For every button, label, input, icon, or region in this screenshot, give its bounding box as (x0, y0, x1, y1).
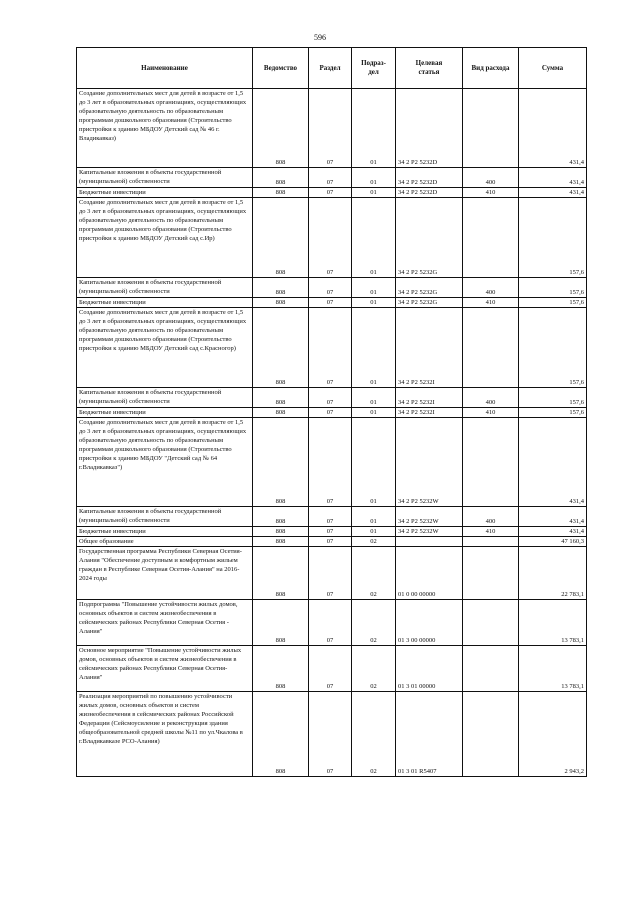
cell-section: 07 (309, 527, 352, 537)
cell-dept: 808 (253, 418, 309, 507)
cell-section: 07 (309, 537, 352, 547)
cell-sum: 157,6 (519, 308, 587, 388)
cell-expense: 410 (463, 188, 519, 198)
cell-expense (463, 308, 519, 388)
cell-target: 34 2 Р2 5232I (396, 408, 463, 418)
cell-target: 34 2 Р2 5232W (396, 507, 463, 527)
cell-subsection: 02 (352, 600, 396, 646)
header-row (77, 48, 587, 89)
table-row (77, 408, 587, 418)
cell-sum: 157,6 (519, 388, 587, 408)
cell-section: 07 (309, 308, 352, 388)
cell-dept: 808 (253, 600, 309, 646)
cell-target: 34 2 Р2 5232G (396, 278, 463, 298)
cell-dept: 808 (253, 89, 309, 168)
cell-target: 01 3 01 R5407 (396, 692, 463, 777)
cell-dept: 808 (253, 198, 309, 278)
cell-name: Создание дополнительных мест для детей в возрасте от 1,5 до 3 лет в образовательных организациях, осуществляющих образовательную деятельность по образовательным программам дошкольного образования (Строительство пристройки к зданию МБДОУ Детский сад с.Красногор) (77, 308, 253, 388)
cell-section: 07 (309, 418, 352, 507)
cell-target: 01 3 01 00000 (396, 646, 463, 692)
header-section: Раздел (309, 48, 352, 89)
cell-section: 07 (309, 278, 352, 298)
header-name: Наименование (77, 48, 253, 89)
cell-section: 07 (309, 692, 352, 777)
cell-target: 01 0 00 00000 (396, 547, 463, 600)
cell-subsection: 02 (352, 537, 396, 547)
cell-target: 34 2 Р2 5232W (396, 527, 463, 537)
cell-expense (463, 198, 519, 278)
cell-target: 34 2 Р2 5232I (396, 388, 463, 408)
cell-section: 07 (309, 388, 352, 408)
cell-section: 07 (309, 198, 352, 278)
cell-name: Реализация мероприятий по повышению устойчивости жилых домов, основных объектов и систем жизнеобеспечения в сейсмических районах Российской Федерации (Сейсмоусиление и реконструкция здания общеобразовательной средней школы №11 по ул.Чкалова в г.Владикавказе РСО-Алания) (77, 692, 253, 777)
cell-subsection: 01 (352, 507, 396, 527)
header-subsection: Подраз- дел (352, 48, 396, 89)
cell-sum: 157,6 (519, 198, 587, 278)
cell-name: Создание дополнительных мест для детей в возрасте от 1,5 до 3 лет в образовательных организациях, осуществляющих образовательную деятельность по образовательным программам дошкольного образования (Строительство пристройки к зданию МБДОУ Детский сад с.Ир) (77, 198, 253, 278)
cell-sum: 22 783,1 (519, 547, 587, 600)
cell-name: Бюджетные инвестиции (77, 527, 253, 537)
cell-name: Создание дополнительных мест для детей в возрасте от 1,5 до 3 лет в образовательных организациях, осуществляющих образовательную деятельность по образовательным программам дошкольного образования (Строительство пристройки к зданию МБДОУ Детский сад № 46 г. Владикавказ) (77, 89, 253, 168)
header-target: Целевая статья (396, 48, 463, 89)
cell-dept: 808 (253, 692, 309, 777)
cell-target: 34 2 Р2 5232I (396, 308, 463, 388)
cell-expense (463, 646, 519, 692)
cell-section: 07 (309, 646, 352, 692)
cell-dept: 808 (253, 537, 309, 547)
cell-section: 07 (309, 89, 352, 168)
cell-section: 07 (309, 408, 352, 418)
cell-section: 07 (309, 298, 352, 308)
cell-target: 34 2 Р2 5232D (396, 168, 463, 188)
cell-target (396, 537, 463, 547)
table-row (77, 418, 587, 507)
table-row (77, 308, 587, 388)
cell-dept: 808 (253, 527, 309, 537)
cell-expense (463, 547, 519, 600)
cell-dept: 808 (253, 298, 309, 308)
cell-subsection: 02 (352, 547, 396, 600)
cell-name: Капитальные вложения в объекты государственной (муниципальной) собственности (77, 388, 253, 408)
table-row (77, 278, 587, 298)
cell-subsection: 02 (352, 692, 396, 777)
cell-expense: 410 (463, 298, 519, 308)
budget-table (76, 47, 587, 777)
cell-subsection: 01 (352, 188, 396, 198)
cell-expense: 410 (463, 408, 519, 418)
cell-dept: 808 (253, 507, 309, 527)
cell-dept: 808 (253, 547, 309, 600)
table-row (77, 168, 587, 188)
cell-target: 34 2 Р2 5232W (396, 418, 463, 507)
table-row (77, 527, 587, 537)
cell-sum: 13 783,1 (519, 600, 587, 646)
cell-name: Подпрограмма "Повышение устойчивости жилых домов, основных объектов и систем жизнеобеспечения в сейсмических районах Республики Северная Осетия - Алания" (77, 600, 253, 646)
table-row (77, 646, 587, 692)
cell-section: 07 (309, 547, 352, 600)
cell-sum: 431,4 (519, 188, 587, 198)
table-row (77, 188, 587, 198)
cell-target: 34 2 Р2 5232D (396, 188, 463, 198)
cell-subsection: 02 (352, 646, 396, 692)
cell-sum: 431,4 (519, 507, 587, 527)
cell-dept: 808 (253, 308, 309, 388)
cell-target: 01 3 00 00000 (396, 600, 463, 646)
table-body (77, 89, 587, 777)
cell-target: 34 2 Р2 5232G (396, 198, 463, 278)
cell-section: 07 (309, 168, 352, 188)
cell-subsection: 01 (352, 418, 396, 507)
cell-section: 07 (309, 600, 352, 646)
cell-name: Капитальные вложения в объекты государственной (муниципальной) собственности (77, 507, 253, 527)
cell-expense (463, 600, 519, 646)
cell-sum: 47 160,3 (519, 537, 587, 547)
cell-expense: 400 (463, 168, 519, 188)
cell-subsection: 01 (352, 278, 396, 298)
cell-sum: 157,6 (519, 278, 587, 298)
header-dept: Ведомство (253, 48, 309, 89)
header-sum: Сумма (519, 48, 587, 89)
header-expense: Вид расхода (463, 48, 519, 89)
table-row (77, 537, 587, 547)
cell-sum: 157,6 (519, 408, 587, 418)
cell-expense (463, 692, 519, 777)
cell-name: Создание дополнительных мест для детей в возрасте от 1,5 до 3 лет в образовательных организациях, осуществляющих образовательную деятельность по образовательным программам дошкольного образования (Строительство пристройки к зданию МБДОУ "Детский сад № 64 г.Владикавказ") (77, 418, 253, 507)
cell-name: Бюджетные инвестиции (77, 408, 253, 418)
cell-expense: 400 (463, 507, 519, 527)
cell-sum: 13 783,1 (519, 646, 587, 692)
table-row (77, 547, 587, 600)
cell-dept: 808 (253, 408, 309, 418)
cell-sum: 431,4 (519, 168, 587, 188)
cell-expense: 400 (463, 278, 519, 298)
cell-dept: 808 (253, 278, 309, 298)
cell-sum: 2 943,2 (519, 692, 587, 777)
table-row (77, 692, 587, 777)
page-number: 596 (314, 33, 326, 42)
cell-subsection: 01 (352, 198, 396, 278)
cell-target: 34 2 Р2 5232G (396, 298, 463, 308)
cell-subsection: 01 (352, 527, 396, 537)
cell-expense: 410 (463, 527, 519, 537)
cell-sum: 431,4 (519, 418, 587, 507)
cell-subsection: 01 (352, 298, 396, 308)
cell-name: Бюджетные инвестиции (77, 188, 253, 198)
cell-sum: 431,4 (519, 89, 587, 168)
cell-dept: 808 (253, 646, 309, 692)
cell-sum: 157,6 (519, 298, 587, 308)
cell-dept: 808 (253, 388, 309, 408)
table-row (77, 89, 587, 168)
cell-sum: 431,4 (519, 527, 587, 537)
table-row (77, 507, 587, 527)
cell-name: Основное мероприятие "Повышение устойчивости жилых домов, основных объектов и систем жизнеобеспечения в сейсмических районах Республики Северная Осетия-Алания" (77, 646, 253, 692)
cell-section: 07 (309, 507, 352, 527)
table-row (77, 600, 587, 646)
cell-subsection: 01 (352, 168, 396, 188)
cell-expense: 400 (463, 388, 519, 408)
cell-dept: 808 (253, 188, 309, 198)
table-row (77, 298, 587, 308)
cell-section: 07 (309, 188, 352, 198)
cell-expense (463, 418, 519, 507)
cell-subsection: 01 (352, 89, 396, 168)
cell-expense (463, 537, 519, 547)
cell-subsection: 01 (352, 308, 396, 388)
cell-subsection: 01 (352, 388, 396, 408)
cell-name: Бюджетные инвестиции (77, 298, 253, 308)
cell-name: Капитальные вложения в объекты государственной (муниципальной) собственности (77, 168, 253, 188)
cell-name: Общее образование (77, 537, 253, 547)
table-row (77, 388, 587, 408)
cell-expense (463, 89, 519, 168)
table-row (77, 198, 587, 278)
cell-subsection: 01 (352, 408, 396, 418)
cell-target: 34 2 Р2 5232D (396, 89, 463, 168)
cell-dept: 808 (253, 168, 309, 188)
cell-name: Государственная программа Республики Северная Осетия-Алания "Обеспечение доступным и комфортным жильем граждан в Республике Северная Осетия-Алания" на 2016-2024 годы (77, 547, 253, 600)
cell-name: Капитальные вложения в объекты государственной (муниципальной) собственности (77, 278, 253, 298)
